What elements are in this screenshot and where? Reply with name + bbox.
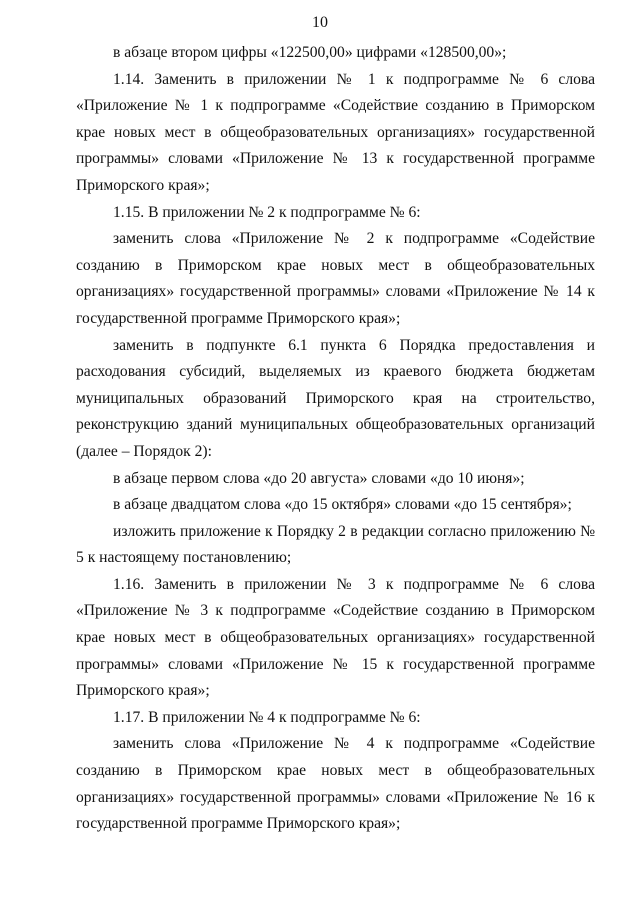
paragraph-1-15: 1.15. В приложении № 2 к подпрограмме № 6: — [113, 203, 421, 221]
paragraph-abzats-dvadtsatyy: в абзаце двадцатом слова «до 15 октября» словами «до 15 сентября»; — [113, 496, 572, 514]
paragraph-abzats-vtoroy: в абзаце втором цифры «122500,00» цифрами «128500,00»; — [113, 44, 507, 61]
paragraph-abzats-pervyy: в абзаце первом слова «до 20 августа» словами «до 10 июня»; — [113, 469, 525, 487]
paragraph-1-16: 1.16. Заменить в приложении № 3 к подпрограмме № 6 слова «Приложение № 3 к подпрограмме «Содействие созданию в Приморском крае новых мест в общеобразовательных организациях» государственной программы» словами «Приложение № 15 к государственной программе Приморского края»; — [76, 575, 595, 700]
paragraph-1-17: 1.17. В приложении № 4 к подпрограмме № 6: — [113, 708, 421, 726]
document-body — [76, 40, 595, 838]
paragraph-izlozhit-prilozhenie: изложить приложение к Порядку 2 в редакции согласно приложению № 5 к настоящему постановлению; — [76, 522, 595, 567]
paragraph-1-14: 1.14. Заменить в приложении № 1 к подпрограмме № 6 слова «Приложение № 1 к подпрограмме «Содействие созданию в Приморском крае новых мест в общеобразовательных организациях» государственной программы» словами «Приложение № 13 к государственной программе Приморского края»; — [76, 70, 595, 194]
paragraph-zamenit-slova-prilozhenie-4: заменить слова «Приложение № 4 к подпрограмме «Содействие созданию в Приморском крае новых мест в общеобразовательных организациях» государственной программы» словами «Приложение № 16 к государственной программе Приморского края»; — [76, 735, 595, 833]
paragraph-zamenit-podpunkt-6-1: заменить в подпункте 6.1 пункта 6 Порядка предоставления и расходования субсидий, выделяемых из краевого бюджета бюджетам муниципальных образований Приморского края на строительство, реконструкцию зданий муниципальных общеобразовательных организаций (далее – Порядок 2): — [76, 336, 595, 460]
paragraph-zamenit-slova-prilozhenie-2: заменить слова «Приложение № 2 к подпрограмме «Содействие созданию в Приморском крае новых мест в общеобразовательных организациях» государственной программы» словами «Приложение № 14 к государственной программе Приморского края»; — [76, 230, 595, 327]
page-number: 10 — [312, 14, 328, 31]
